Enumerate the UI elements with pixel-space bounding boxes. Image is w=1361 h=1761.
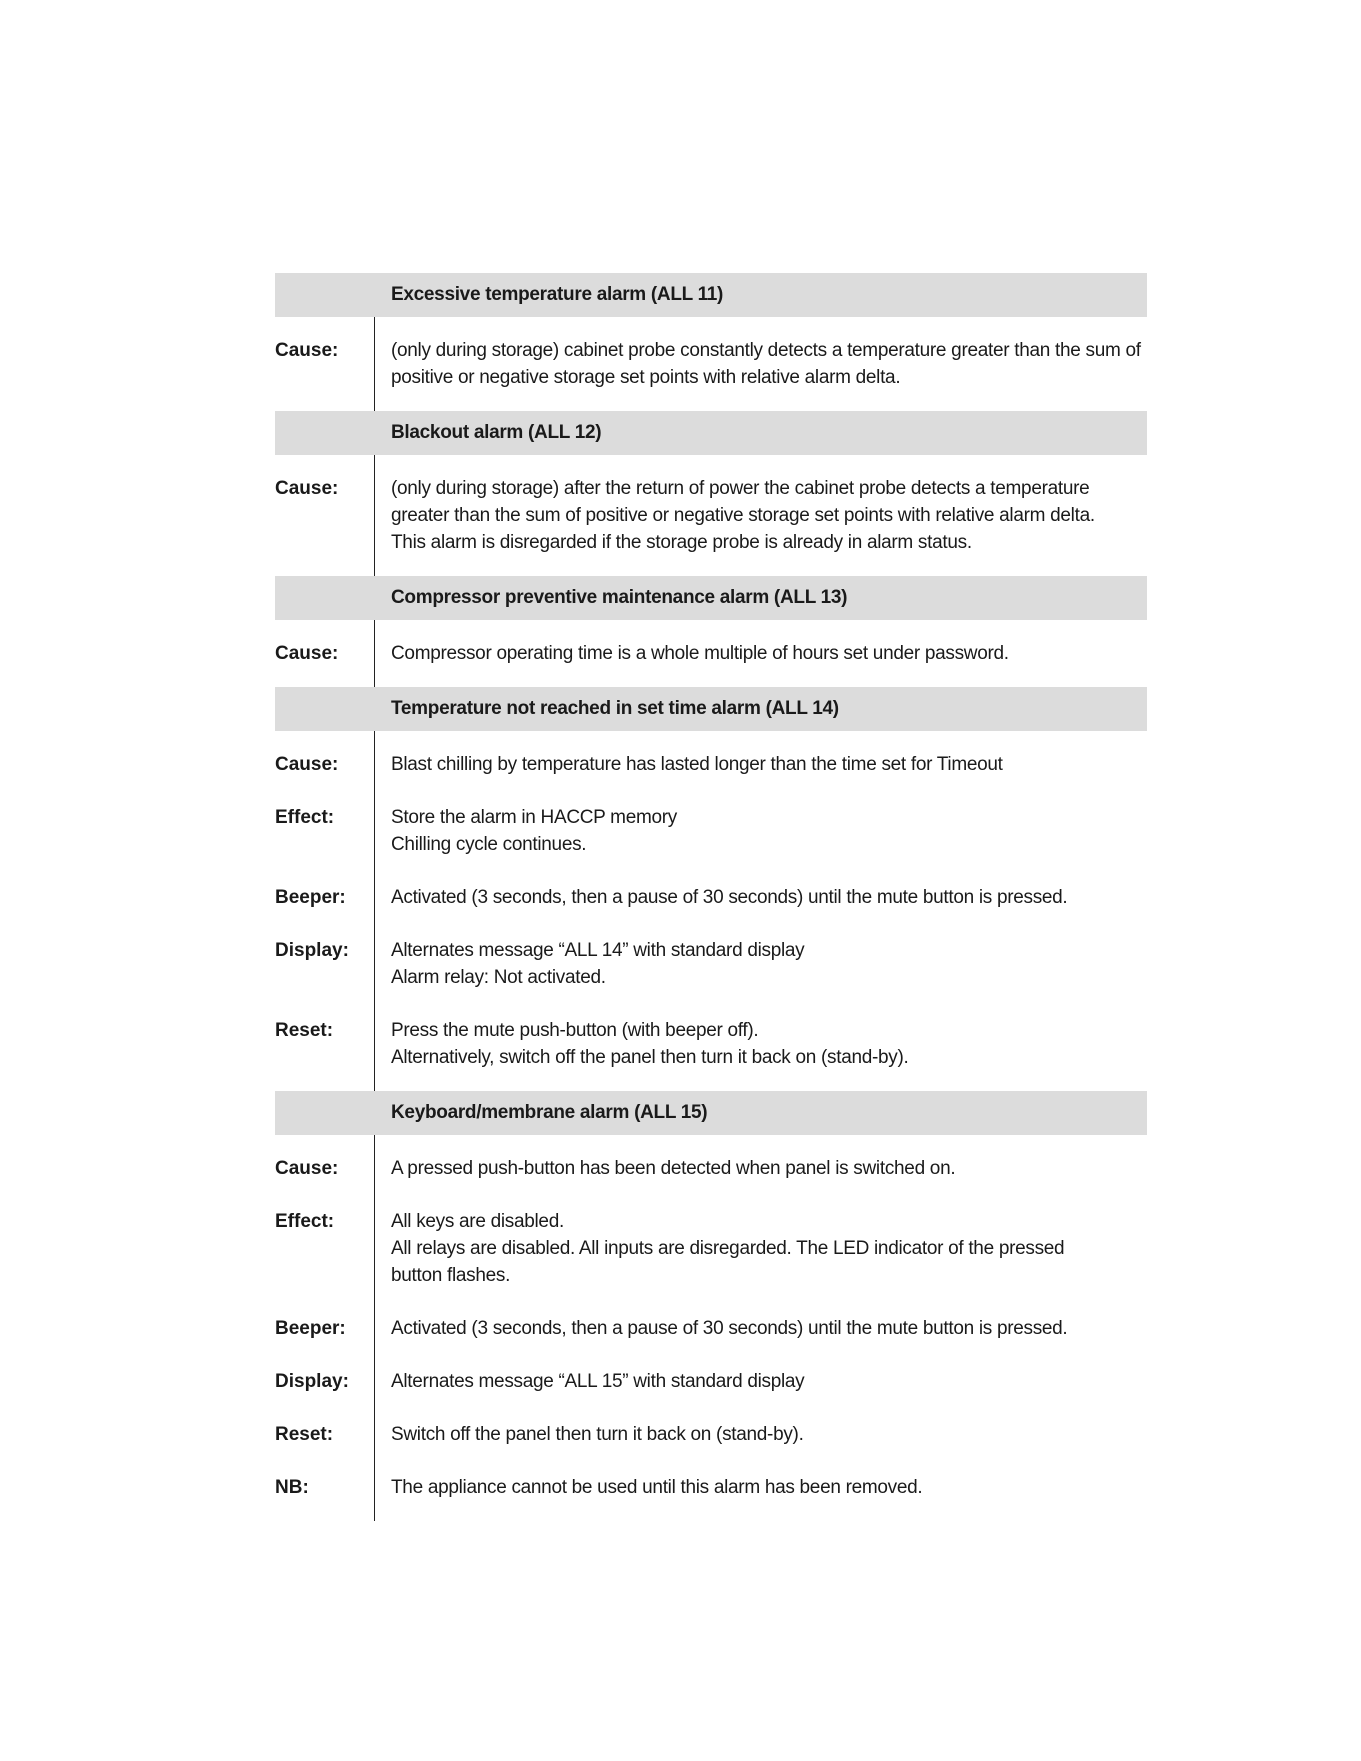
description-line: Switch off the panel then turn it back on (stand-by). bbox=[391, 1424, 804, 1445]
row-label: Effect: bbox=[275, 807, 335, 828]
row-label: Display: bbox=[275, 940, 349, 961]
row-label: Cause: bbox=[275, 1158, 339, 1179]
description-line: Blast chilling by temperature has lasted longer than the time set for Timeout bbox=[391, 754, 1003, 775]
alarm-detail-row bbox=[275, 751, 1147, 778]
description-line: button flashes. bbox=[391, 1265, 511, 1286]
row-description bbox=[391, 937, 1147, 991]
alarm-section-title: Keyboard/membrane alarm (ALL 15) bbox=[275, 1091, 1147, 1135]
alarm-section-title: Compressor preventive maintenance alarm (ALL 13) bbox=[275, 576, 1147, 620]
description-line: The appliance cannot be used until this alarm has been removed. bbox=[391, 1477, 923, 1498]
alarm-detail-row bbox=[275, 1155, 1147, 1182]
description-line: Compressor operating time is a whole multiple of hours set under password. bbox=[391, 643, 1009, 664]
alarm-detail-row bbox=[275, 475, 1147, 556]
alarm-section-title: Blackout alarm (ALL 12) bbox=[275, 411, 1147, 455]
row-label: Cause: bbox=[275, 340, 339, 361]
row-description bbox=[391, 884, 1147, 911]
description-line: All relays are disabled. All inputs are disregarded. The LED indicator of the pressed bbox=[391, 1238, 1065, 1259]
row-description bbox=[391, 337, 1147, 391]
description-line: A pressed push-button has been detected when panel is switched on. bbox=[391, 1158, 956, 1179]
alarm-section-rows bbox=[275, 620, 1147, 687]
alarm-section-rows bbox=[275, 1135, 1147, 1521]
alarm-section bbox=[275, 1091, 1147, 1521]
alarm-section bbox=[275, 576, 1147, 687]
alarm-detail-row bbox=[275, 1017, 1147, 1071]
description-line: Press the mute push-button (with beeper off). bbox=[391, 1020, 759, 1041]
alarm-detail-row bbox=[275, 1315, 1147, 1342]
description-line: (only during storage) after the return of power the cabinet probe detects a temperature bbox=[391, 478, 1090, 499]
row-description bbox=[391, 1421, 1147, 1448]
alarm-detail-row bbox=[275, 1421, 1147, 1448]
alarm-section bbox=[275, 411, 1147, 576]
alarm-section-rows bbox=[275, 455, 1147, 576]
alarm-table bbox=[275, 273, 1147, 1521]
description-line: Alternatively, switch off the panel then turn it back on (stand-by). bbox=[391, 1047, 909, 1068]
description-line: Activated (3 seconds, then a pause of 30 seconds) until the mute button is pressed. bbox=[391, 887, 1068, 908]
row-description bbox=[391, 1155, 1147, 1182]
alarm-section bbox=[275, 687, 1147, 1091]
description-line: Alternates message “ALL 15” with standard display bbox=[391, 1371, 805, 1392]
row-label: Beeper: bbox=[275, 1318, 346, 1339]
alarm-detail-row bbox=[275, 1368, 1147, 1395]
description-line: greater than the sum of positive or negative storage set points with relative alarm delta. bbox=[391, 505, 1095, 526]
alarm-detail-row bbox=[275, 937, 1147, 991]
alarm-detail-row bbox=[275, 640, 1147, 667]
description-line: Alarm relay: Not activated. bbox=[391, 967, 606, 988]
row-description bbox=[391, 1017, 1147, 1071]
description-line: (only during storage) cabinet probe constantly detects a temperature greater than the sum of bbox=[391, 340, 1141, 361]
alarm-section-rows bbox=[275, 317, 1147, 411]
alarm-section-rows bbox=[275, 731, 1147, 1091]
description-line: Activated (3 seconds, then a pause of 30 seconds) until the mute button is pressed. bbox=[391, 1318, 1068, 1339]
row-label: Cause: bbox=[275, 754, 339, 775]
alarm-section-title: Temperature not reached in set time alarm (ALL 14) bbox=[275, 687, 1147, 731]
row-label: Cause: bbox=[275, 643, 339, 664]
row-description bbox=[391, 1474, 1147, 1501]
alarm-detail-row bbox=[275, 884, 1147, 911]
alarm-detail-row bbox=[275, 1208, 1147, 1289]
row-label: Reset: bbox=[275, 1020, 334, 1041]
row-description bbox=[391, 751, 1147, 778]
alarm-detail-row bbox=[275, 804, 1147, 858]
row-description bbox=[391, 475, 1147, 556]
alarm-section-title: Excessive temperature alarm (ALL 11) bbox=[275, 273, 1147, 317]
row-label: Effect: bbox=[275, 1211, 335, 1232]
description-line: Alternates message “ALL 14” with standard display bbox=[391, 940, 805, 961]
description-line: Store the alarm in HACCP memory bbox=[391, 807, 677, 828]
row-description bbox=[391, 1208, 1147, 1289]
description-line: positive or negative storage set points with relative alarm delta. bbox=[391, 367, 901, 388]
row-description bbox=[391, 1368, 1147, 1395]
description-line: Chilling cycle continues. bbox=[391, 834, 587, 855]
row-label: Reset: bbox=[275, 1424, 334, 1445]
alarm-detail-row bbox=[275, 337, 1147, 391]
row-label: Beeper: bbox=[275, 887, 346, 908]
row-description bbox=[391, 804, 1147, 858]
row-label: Cause: bbox=[275, 478, 339, 499]
description-line: All keys are disabled. bbox=[391, 1211, 564, 1232]
row-description bbox=[391, 1315, 1147, 1342]
row-label: NB: bbox=[275, 1477, 309, 1498]
alarm-detail-row bbox=[275, 1474, 1147, 1501]
alarm-section bbox=[275, 273, 1147, 411]
row-description bbox=[391, 640, 1147, 667]
row-label: Display: bbox=[275, 1371, 349, 1392]
description-line: This alarm is disregarded if the storage probe is already in alarm status. bbox=[391, 532, 972, 553]
